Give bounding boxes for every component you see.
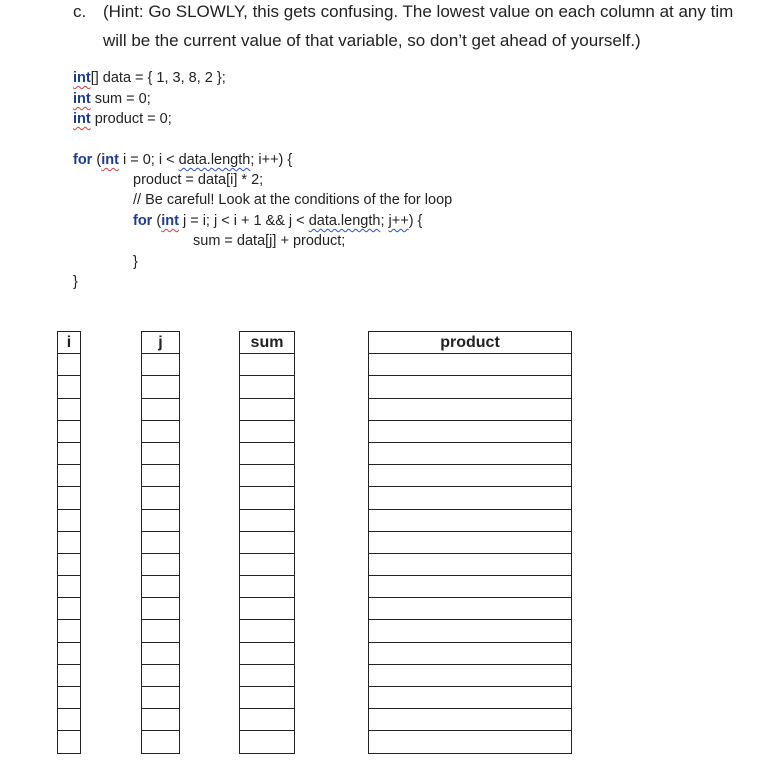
trace-cell xyxy=(239,442,295,465)
code-text: [] data = { 1, 3, 8, 2 }; xyxy=(90,70,226,86)
code-text: ( xyxy=(92,152,102,168)
item-letter: c. xyxy=(73,2,87,21)
trace-cell xyxy=(141,664,180,687)
trace-cell xyxy=(141,486,180,509)
code-line-decl-product xyxy=(73,109,172,129)
trace-cell xyxy=(57,575,81,598)
trace-cell xyxy=(239,464,295,487)
trace-cell xyxy=(368,642,572,665)
trace-cell xyxy=(239,353,295,376)
trace-cell xyxy=(57,375,81,398)
trace-cell xyxy=(57,398,81,421)
column-header-product: product xyxy=(368,331,572,354)
trace-cell xyxy=(57,442,81,465)
keyword: for xyxy=(73,152,93,168)
code-text: i = 0; i < xyxy=(118,152,179,168)
trace-cell xyxy=(57,619,81,642)
trace-cell xyxy=(57,686,81,709)
code-text: j++ xyxy=(388,213,409,229)
trace-cell xyxy=(57,420,81,443)
code-line-inner-for xyxy=(133,211,422,231)
code-line-decl-sum xyxy=(73,89,151,109)
trace-cell xyxy=(239,730,295,753)
trace-cell xyxy=(368,575,572,598)
code-line-inner-brace: } xyxy=(133,254,138,270)
trace-cell xyxy=(141,642,180,665)
trace-cell xyxy=(239,375,295,398)
trace-cell xyxy=(141,619,180,642)
trace-column-i xyxy=(57,331,81,754)
keyword: int xyxy=(73,111,91,127)
trace-cell xyxy=(141,420,180,443)
trace-cell xyxy=(368,597,572,620)
trace-cell xyxy=(368,553,572,576)
trace-cell xyxy=(368,464,572,487)
code-line-sum-assign: sum = data[j] + product; xyxy=(193,233,346,249)
trace-cell xyxy=(141,353,180,376)
trace-cell xyxy=(141,509,180,532)
trace-cell xyxy=(239,642,295,665)
trace-cell xyxy=(239,486,295,509)
code-text: data.length xyxy=(178,152,251,168)
code-line-product-assign: product = data[i] * 2; xyxy=(133,172,264,188)
trace-cell xyxy=(239,619,295,642)
trace-cell xyxy=(239,509,295,532)
trace-cell xyxy=(57,553,81,576)
trace-cell xyxy=(239,398,295,421)
trace-cell xyxy=(368,486,572,509)
code-text: product = 0; xyxy=(90,111,172,127)
trace-cell xyxy=(239,686,295,709)
trace-cell xyxy=(239,553,295,576)
trace-cell xyxy=(141,597,180,620)
trace-cell xyxy=(57,642,81,665)
trace-cell xyxy=(57,353,81,376)
trace-cell xyxy=(239,664,295,687)
trace-cell xyxy=(141,730,180,753)
trace-cell xyxy=(368,398,572,421)
hint-line-2: will be the current value of that variable, so don’t get ahead of yourself.) xyxy=(103,31,641,50)
trace-cell xyxy=(57,509,81,532)
trace-cell xyxy=(239,531,295,554)
keyword: int xyxy=(73,91,91,107)
trace-cell xyxy=(368,730,572,753)
code-text: ; i++) { xyxy=(250,152,293,168)
trace-cell xyxy=(368,664,572,687)
trace-cell xyxy=(141,398,180,421)
trace-cell xyxy=(368,420,572,443)
trace-cell xyxy=(141,575,180,598)
trace-cell xyxy=(368,686,572,709)
column-header-i: i xyxy=(57,331,81,354)
keyword: int xyxy=(101,152,119,168)
trace-cell xyxy=(239,597,295,620)
code-line-outer-for xyxy=(73,150,292,170)
trace-cell xyxy=(57,597,81,620)
hint-line-1: (Hint: Go SLOWLY, this gets confusing. The lowest value on each column at any tim xyxy=(103,2,734,21)
trace-cell xyxy=(141,708,180,731)
code-text: ) { xyxy=(408,213,423,229)
trace-cell xyxy=(57,730,81,753)
code-text: ( xyxy=(152,213,162,229)
trace-cell xyxy=(239,708,295,731)
trace-cell xyxy=(57,664,81,687)
trace-cell xyxy=(57,531,81,554)
code-line-decl-data xyxy=(73,68,226,88)
trace-cell xyxy=(368,509,572,532)
trace-cell xyxy=(141,375,180,398)
keyword: for xyxy=(133,213,153,229)
keyword: int xyxy=(73,70,91,86)
trace-cell xyxy=(141,464,180,487)
code-line-comment: // Be careful! Look at the conditions of the for loop xyxy=(133,192,453,208)
trace-cell xyxy=(368,619,572,642)
trace-cell xyxy=(141,553,180,576)
trace-column-sum xyxy=(239,331,295,754)
trace-cell xyxy=(57,708,81,731)
code-text: sum = 0; xyxy=(90,91,151,107)
trace-cell xyxy=(141,686,180,709)
code-text: data.length xyxy=(308,213,381,229)
code-text: ; xyxy=(380,213,389,229)
trace-cell xyxy=(239,575,295,598)
trace-column-j xyxy=(141,331,180,754)
trace-cell xyxy=(141,531,180,554)
column-header-j: j xyxy=(141,331,180,354)
column-header-sum: sum xyxy=(239,331,295,354)
trace-cell xyxy=(368,708,572,731)
trace-column-product xyxy=(368,331,572,754)
trace-cell xyxy=(368,442,572,465)
trace-cell xyxy=(368,353,572,376)
trace-cell xyxy=(368,375,572,398)
trace-cell xyxy=(239,420,295,443)
code-line-outer-brace: } xyxy=(73,274,78,290)
keyword: int xyxy=(161,213,179,229)
trace-cell xyxy=(57,486,81,509)
trace-cell xyxy=(57,464,81,487)
trace-cell xyxy=(368,531,572,554)
trace-cell xyxy=(141,442,180,465)
code-text: j = i; j < i + 1 && j < xyxy=(178,213,309,229)
